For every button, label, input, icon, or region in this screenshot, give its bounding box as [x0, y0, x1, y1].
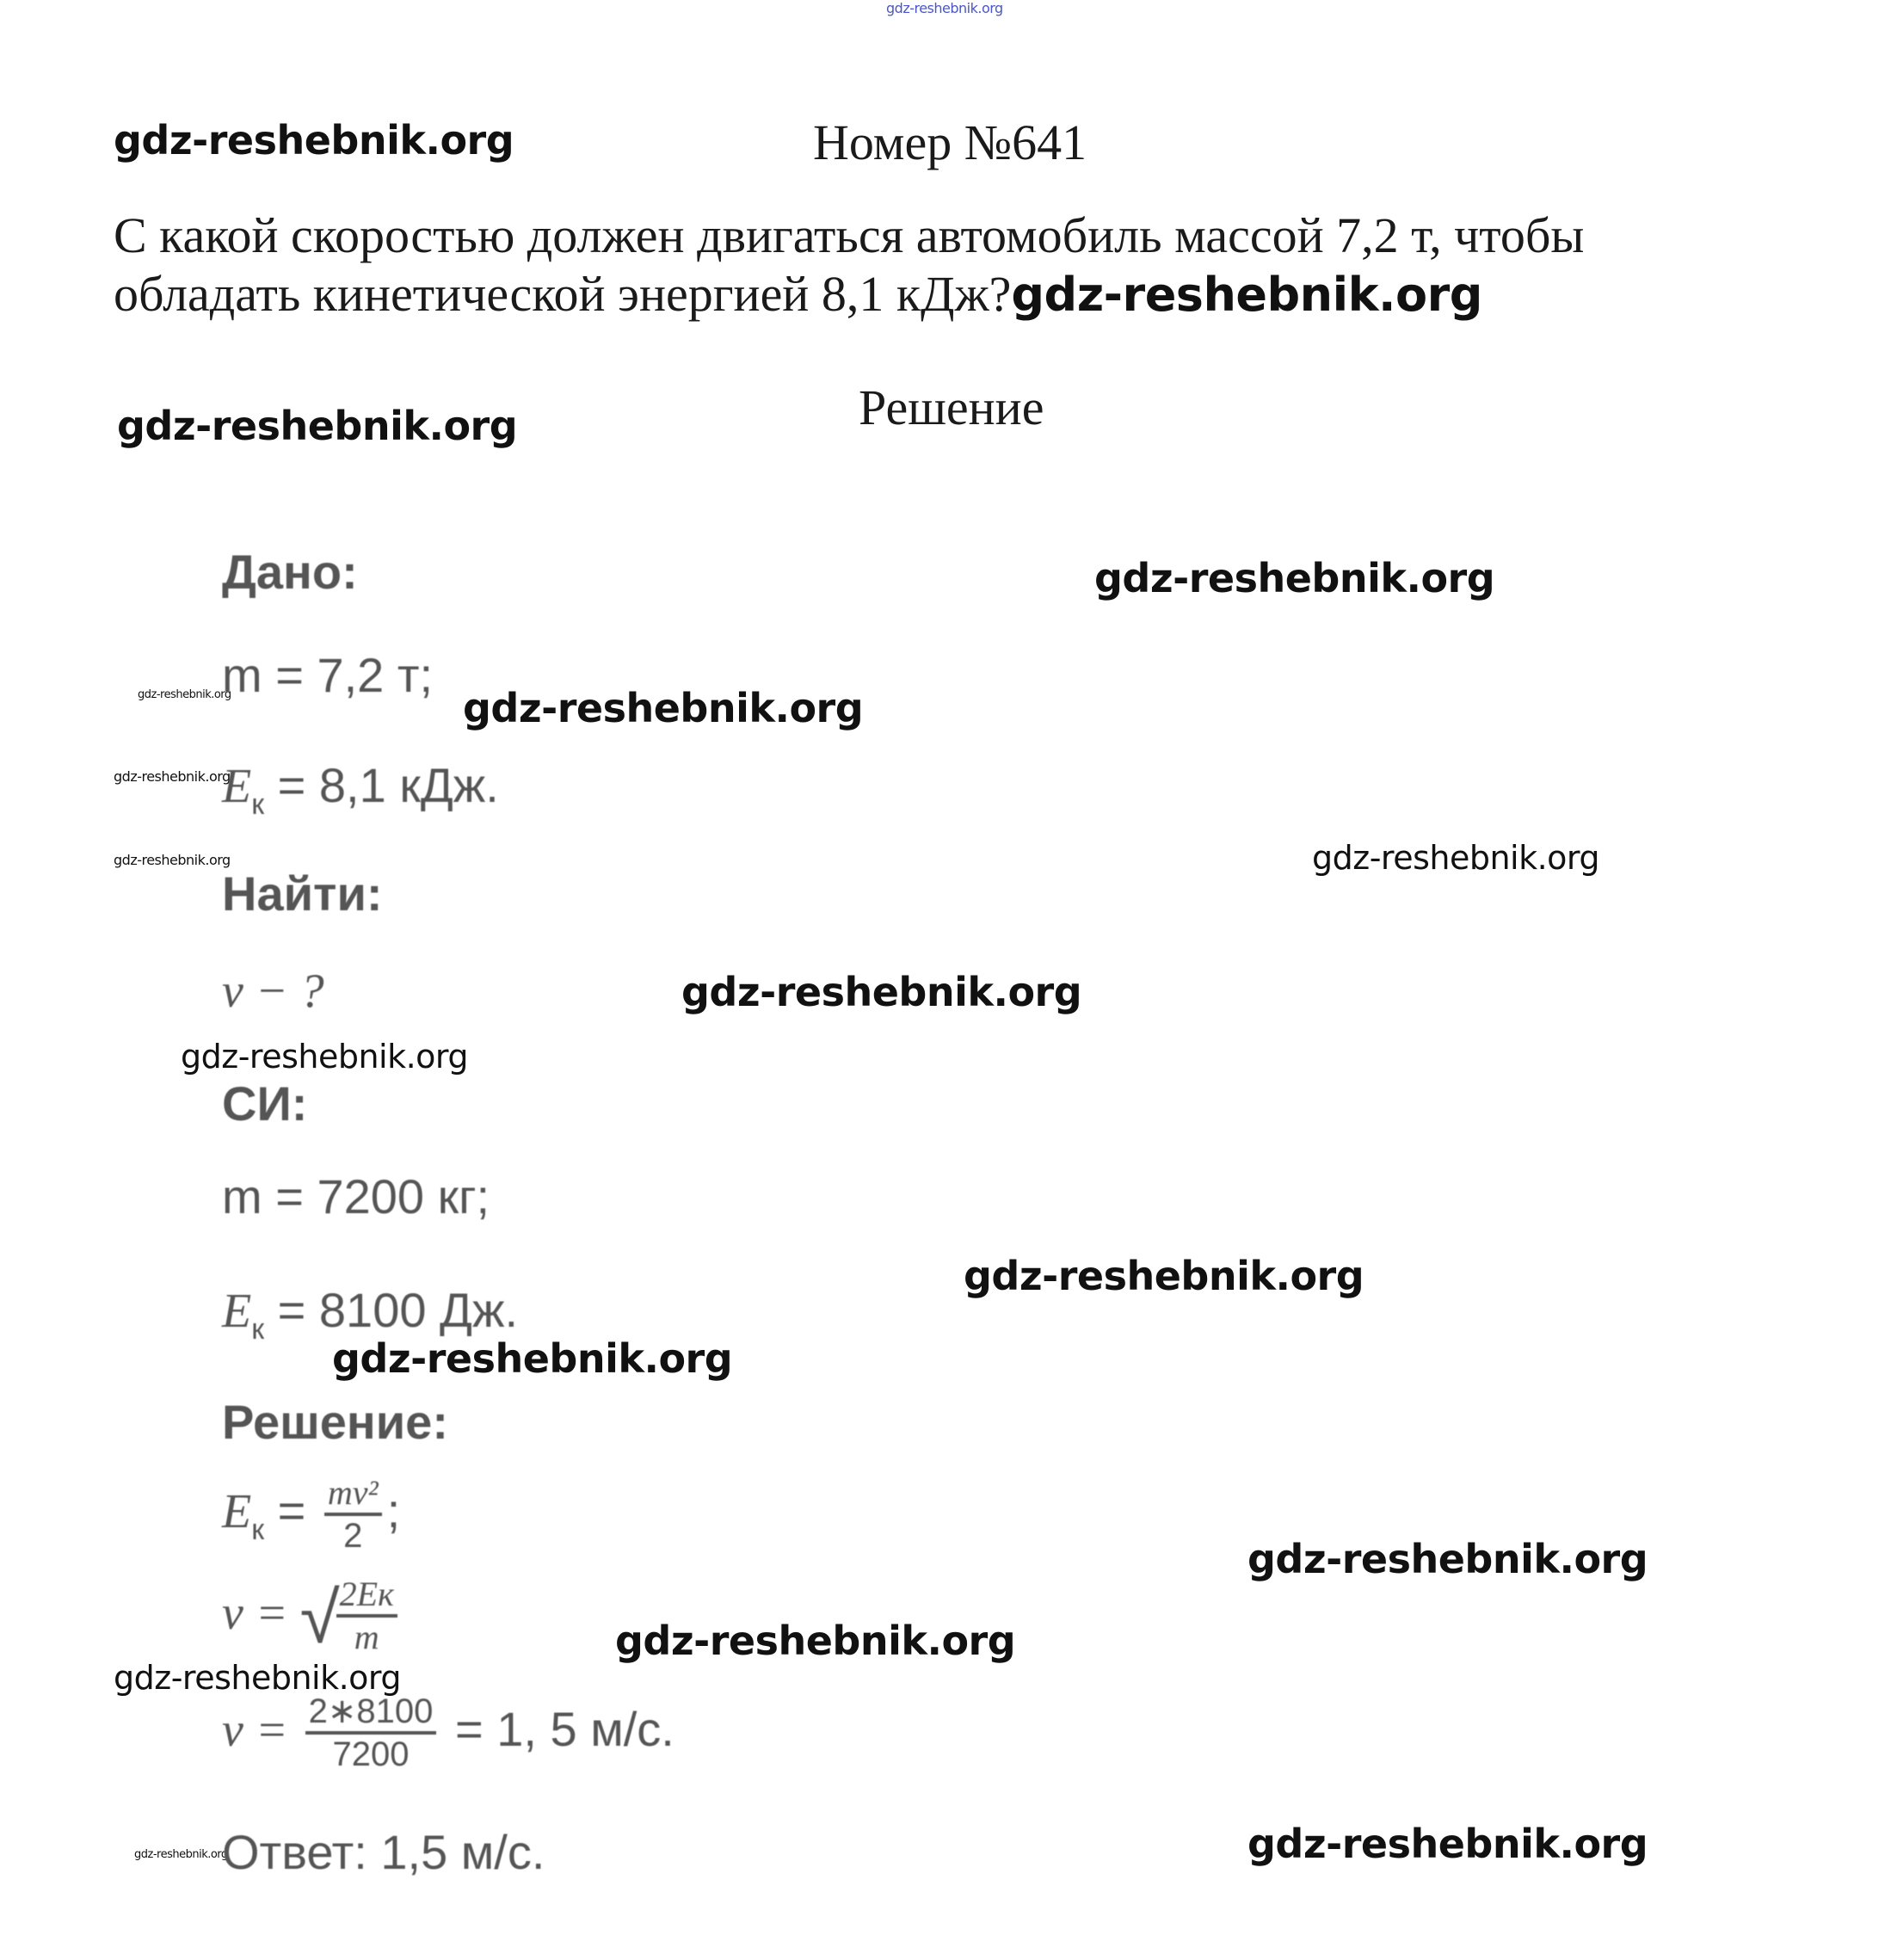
watermark: gdz-reshebnik.org — [1312, 839, 1600, 877]
equals-sign: = — [264, 1482, 319, 1538]
si-energy — [222, 1282, 518, 1347]
velocity-lhs: v = — [222, 1703, 300, 1757]
solution-label: Решение: — [222, 1395, 448, 1449]
radical-icon: √ — [299, 1577, 340, 1658]
semicolon: ; — [386, 1482, 401, 1538]
watermark: gdz-reshebnik.org — [615, 1618, 1016, 1664]
watermark-header: gdz-reshebnik.org — [114, 117, 514, 163]
si-label: СИ: — [222, 1076, 308, 1131]
find-velocity — [222, 962, 324, 1019]
formula-kinetic-energy — [222, 1473, 400, 1556]
fraction — [336, 1575, 397, 1657]
watermark: gdz-reshebnik.org — [964, 1253, 1364, 1299]
watermark-small: gdz-reshebnik.org — [114, 768, 231, 785]
watermark: gdz-reshebnik.org — [1094, 555, 1495, 601]
solution-heading: Решение — [859, 379, 1044, 435]
formula-calculation — [222, 1692, 675, 1774]
formula-velocity — [222, 1575, 403, 1657]
energy-symbol: E — [222, 760, 252, 813]
watermark: gdz-reshebnik.org — [181, 1038, 469, 1076]
watermark-inline: gdz-reshebnik.org — [1011, 268, 1482, 322]
watermark-small: gdz-reshebnik.org — [114, 852, 231, 868]
watermark-solution-heading: gdz-reshebnik.org — [117, 403, 518, 449]
page-title: Номер №641 — [813, 114, 1087, 170]
fraction-numerator: 2Eк — [336, 1575, 397, 1618]
si-mass — [222, 1168, 490, 1224]
watermark-small: gdz-reshebnik.org — [134, 1848, 228, 1861]
energy-subscript: к — [251, 788, 265, 821]
watermark: gdz-reshebnik.org — [332, 1335, 733, 1382]
si-energy-value: = 8100 Дж. — [264, 1283, 518, 1337]
given-mass — [222, 647, 433, 703]
watermark: gdz-reshebnik.org — [1247, 1536, 1648, 1582]
watermark: gdz-reshebnik.org — [681, 969, 1082, 1015]
fraction — [324, 1473, 382, 1556]
given-label: Дано: — [222, 545, 358, 599]
answer: Ответ: 1,5 м/с. — [222, 1825, 545, 1879]
si-mass-text: m = 7200 кг; — [222, 1169, 490, 1223]
problem-text: С какой скоростью должен двигаться автомобиль массой 7,2 т, чтобы обладать кинетической энергией 8,1 кДж? — [114, 207, 1585, 322]
watermark: gdz-reshebnik.org — [1247, 1821, 1648, 1867]
fraction-numerator: mv² — [324, 1473, 382, 1516]
fraction-denominator: 7200 — [332, 1735, 410, 1773]
fraction-denominator: 2 — [343, 1517, 363, 1555]
energy-subscript: к — [251, 1513, 265, 1546]
fraction — [305, 1692, 437, 1774]
energy-symbol: E — [222, 1484, 252, 1538]
given-energy-value: = 8,1 кДж. — [264, 758, 499, 812]
watermark-top: gdz-reshebnik.org — [886, 0, 1003, 16]
find-velocity-text: v − ? — [222, 965, 324, 1018]
given-energy — [222, 757, 499, 822]
energy-subscript: к — [251, 1313, 265, 1346]
sqrt-sign — [300, 1575, 403, 1657]
problem-statement — [114, 206, 1748, 324]
watermark-small: gdz-reshebnik.org — [138, 688, 231, 701]
find-label: Найти: — [222, 866, 383, 921]
fraction-denominator: m — [354, 1618, 379, 1656]
given-mass-text: m = 7,2 т; — [222, 648, 434, 702]
watermark: gdz-reshebnik.org — [114, 1659, 402, 1697]
energy-symbol: E — [222, 1285, 252, 1338]
velocity-lhs: v = — [222, 1586, 300, 1640]
watermark: gdz-reshebnik.org — [463, 685, 864, 731]
calculation-result: = 1, 5 м/с. — [441, 1701, 675, 1756]
fraction-numerator: 2∗8100 — [305, 1692, 437, 1735]
